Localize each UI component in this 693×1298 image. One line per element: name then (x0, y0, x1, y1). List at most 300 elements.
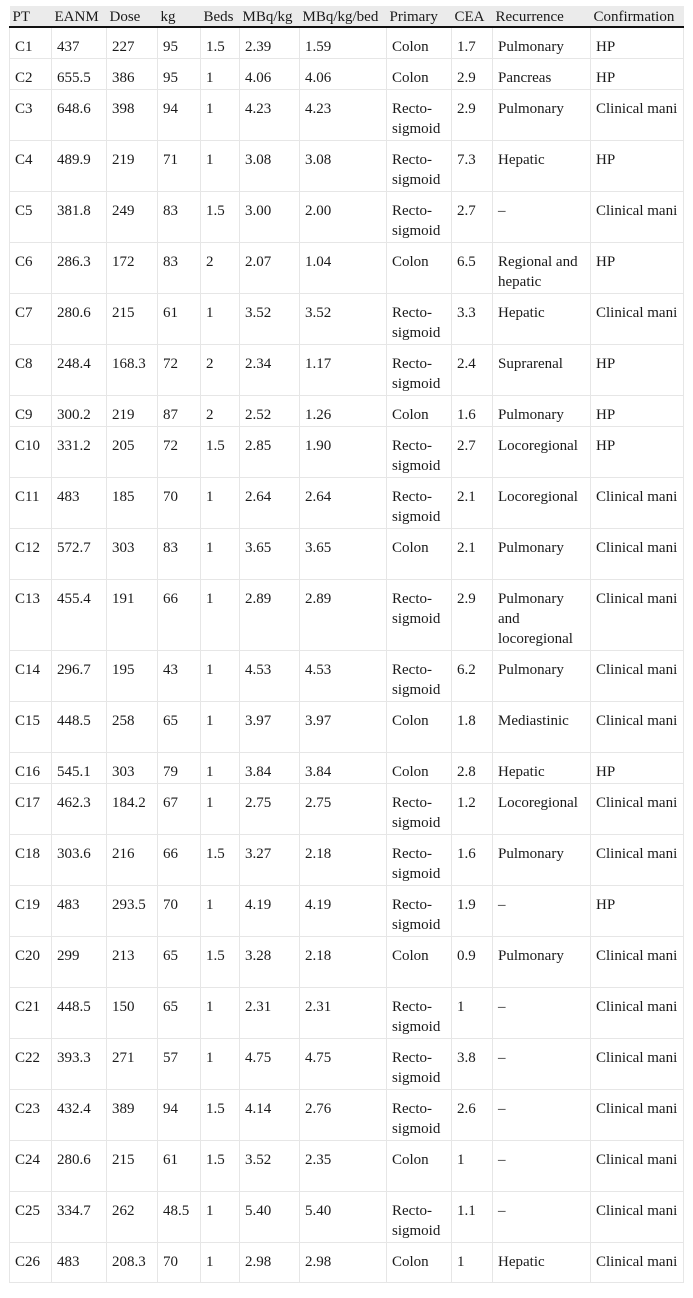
cell-primary: Recto-sigmoid (387, 579, 452, 650)
cell-mbq-kg-bed: 4.75 (300, 1038, 387, 1089)
cell-mbq-kg: 4.19 (240, 885, 300, 936)
cell-beds: 1 (201, 1242, 240, 1282)
cell-dose: 398 (107, 89, 158, 140)
cell-mbq-kg-bed: 4.23 (300, 89, 387, 140)
cell-pt: C14 (10, 650, 52, 701)
header-beds: Beds (201, 6, 240, 27)
cell-cea: 3.3 (452, 293, 493, 344)
cell-cea: 7.3 (452, 140, 493, 191)
cell-mbq-kg: 3.27 (240, 834, 300, 885)
cell-eanm: 483 (52, 477, 107, 528)
cell-mbq-kg-bed: 3.65 (300, 528, 387, 579)
cell-kg: 72 (158, 426, 201, 477)
cell-mbq-kg: 2.07 (240, 242, 300, 293)
cell-dose: 184.2 (107, 783, 158, 834)
cell-confirmation: Clinical mani (591, 1191, 684, 1242)
cell-primary: Recto-sigmoid (387, 293, 452, 344)
cell-beds: 1.5 (201, 191, 240, 242)
cell-cea: 3.8 (452, 1038, 493, 1089)
cell-kg: 67 (158, 783, 201, 834)
cell-cea: 0.9 (452, 936, 493, 987)
cell-beds: 1 (201, 885, 240, 936)
cell-eanm: 489.9 (52, 140, 107, 191)
table-row (10, 1191, 684, 1242)
cell-pt: C20 (10, 936, 52, 987)
cell-confirmation: Clinical mani (591, 650, 684, 701)
cell-cea: 1.2 (452, 783, 493, 834)
cell-recurrence: – (493, 1140, 591, 1191)
cell-pt: C1 (10, 27, 52, 58)
cell-confirmation: Clinical mani (591, 783, 684, 834)
cell-mbq-kg: 3.52 (240, 293, 300, 344)
cell-kg: 83 (158, 528, 201, 579)
table-row (10, 579, 684, 650)
cell-eanm: 455.4 (52, 579, 107, 650)
cell-mbq-kg: 4.53 (240, 650, 300, 701)
cell-confirmation: HP (591, 140, 684, 191)
cell-eanm: 572.7 (52, 528, 107, 579)
header-confirmation: Confirmation (591, 6, 684, 27)
table-row (10, 242, 684, 293)
cell-recurrence: – (493, 1089, 591, 1140)
cell-mbq-kg-bed: 2.00 (300, 191, 387, 242)
cell-cea: 6.5 (452, 242, 493, 293)
cell-cea: 1.8 (452, 701, 493, 752)
cell-confirmation: Clinical mani (591, 834, 684, 885)
cell-eanm: 393.3 (52, 1038, 107, 1089)
cell-confirmation: Clinical mani (591, 1038, 684, 1089)
cell-dose: 195 (107, 650, 158, 701)
cell-pt: C17 (10, 783, 52, 834)
cell-mbq-kg: 2.64 (240, 477, 300, 528)
cell-beds: 2 (201, 395, 240, 426)
cell-dose: 303 (107, 528, 158, 579)
cell-eanm: 483 (52, 885, 107, 936)
cell-confirmation: Clinical mani (591, 1242, 684, 1282)
cell-confirmation: Clinical mani (591, 936, 684, 987)
cell-mbq-kg-bed: 4.19 (300, 885, 387, 936)
cell-mbq-kg-bed: 2.75 (300, 783, 387, 834)
cell-pt: C3 (10, 89, 52, 140)
cell-pt: C2 (10, 58, 52, 89)
cell-confirmation: Clinical mani (591, 477, 684, 528)
cell-dose: 227 (107, 27, 158, 58)
cell-primary: Recto-sigmoid (387, 1089, 452, 1140)
cell-beds: 1 (201, 58, 240, 89)
cell-confirmation: HP (591, 242, 684, 293)
cell-beds: 1 (201, 140, 240, 191)
cell-recurrence: – (493, 1191, 591, 1242)
cell-mbq-kg: 3.97 (240, 701, 300, 752)
cell-mbq-kg: 2.98 (240, 1242, 300, 1282)
cell-kg: 71 (158, 140, 201, 191)
cell-kg: 87 (158, 395, 201, 426)
cell-cea: 2.7 (452, 426, 493, 477)
cell-mbq-kg-bed: 1.90 (300, 426, 387, 477)
cell-beds: 1 (201, 701, 240, 752)
cell-mbq-kg-bed: 4.53 (300, 650, 387, 701)
cell-kg: 72 (158, 344, 201, 395)
table-row (10, 752, 684, 783)
cell-eanm: 299 (52, 936, 107, 987)
cell-mbq-kg-bed: 3.08 (300, 140, 387, 191)
table-row (10, 885, 684, 936)
cell-eanm: 648.6 (52, 89, 107, 140)
cell-kg: 70 (158, 477, 201, 528)
cell-kg: 61 (158, 293, 201, 344)
cell-beds: 1 (201, 987, 240, 1038)
cell-mbq-kg: 2.85 (240, 426, 300, 477)
cell-kg: 43 (158, 650, 201, 701)
cell-beds: 1 (201, 650, 240, 701)
cell-dose: 293.5 (107, 885, 158, 936)
table-row (10, 58, 684, 89)
cell-confirmation: HP (591, 885, 684, 936)
cell-pt: C4 (10, 140, 52, 191)
table-row (10, 293, 684, 344)
cell-confirmation: Clinical mani (591, 701, 684, 752)
cell-dose: 262 (107, 1191, 158, 1242)
cell-recurrence: – (493, 191, 591, 242)
cell-recurrence: Suprarenal (493, 344, 591, 395)
cell-mbq-kg: 2.75 (240, 783, 300, 834)
cell-primary: Recto-sigmoid (387, 426, 452, 477)
cell-dose: 168.3 (107, 344, 158, 395)
table-row (10, 426, 684, 477)
cell-primary: Recto-sigmoid (387, 650, 452, 701)
cell-confirmation: HP (591, 426, 684, 477)
header-cea: CEA (452, 6, 493, 27)
cell-recurrence: Pulmonary and locoregional (493, 579, 591, 650)
cell-dose: 389 (107, 1089, 158, 1140)
cell-primary: Colon (387, 242, 452, 293)
cell-beds: 1.5 (201, 936, 240, 987)
cell-recurrence: – (493, 987, 591, 1038)
cell-cea: 2.9 (452, 89, 493, 140)
cell-beds: 1 (201, 783, 240, 834)
cell-recurrence: – (493, 1038, 591, 1089)
cell-eanm: 545.1 (52, 752, 107, 783)
cell-confirmation: Clinical mani (591, 1140, 684, 1191)
cell-mbq-kg: 3.84 (240, 752, 300, 783)
cell-beds: 1.5 (201, 426, 240, 477)
cell-confirmation: HP (591, 395, 684, 426)
cell-cea: 2.9 (452, 58, 493, 89)
cell-eanm: 381.8 (52, 191, 107, 242)
cell-pt: C22 (10, 1038, 52, 1089)
cell-dose: 249 (107, 191, 158, 242)
cell-confirmation: Clinical mani (591, 89, 684, 140)
table-row (10, 1089, 684, 1140)
cell-eanm: 331.2 (52, 426, 107, 477)
cell-eanm: 448.5 (52, 701, 107, 752)
cell-cea: 1.9 (452, 885, 493, 936)
cell-beds: 1 (201, 293, 240, 344)
cell-kg: 70 (158, 1242, 201, 1282)
cell-beds: 1 (201, 477, 240, 528)
table-row (10, 701, 684, 752)
cell-pt: C16 (10, 752, 52, 783)
cell-recurrence: Hepatic (493, 293, 591, 344)
table-row (10, 1140, 684, 1191)
cell-dose: 185 (107, 477, 158, 528)
table-row (10, 834, 684, 885)
table-row (10, 89, 684, 140)
table-row (10, 528, 684, 579)
cell-primary: Recto-sigmoid (387, 140, 452, 191)
cell-pt: C23 (10, 1089, 52, 1140)
cell-cea: 2.7 (452, 191, 493, 242)
cell-primary: Colon (387, 528, 452, 579)
cell-pt: C25 (10, 1191, 52, 1242)
cell-pt: C11 (10, 477, 52, 528)
cell-cea: 2.8 (452, 752, 493, 783)
cell-mbq-kg-bed: 2.35 (300, 1140, 387, 1191)
cell-recurrence: Hepatic (493, 752, 591, 783)
cell-primary: Recto-sigmoid (387, 344, 452, 395)
cell-eanm: 280.6 (52, 293, 107, 344)
header-pt: PT (10, 6, 52, 27)
cell-mbq-kg-bed: 1.04 (300, 242, 387, 293)
cell-cea: 1.6 (452, 395, 493, 426)
cell-kg: 65 (158, 987, 201, 1038)
cell-recurrence: Pancreas (493, 58, 591, 89)
patient-dosimetry-table (9, 6, 684, 1283)
cell-kg: 57 (158, 1038, 201, 1089)
cell-beds: 1.5 (201, 27, 240, 58)
cell-beds: 1.5 (201, 1089, 240, 1140)
cell-beds: 1 (201, 579, 240, 650)
table-row (10, 140, 684, 191)
cell-pt: C9 (10, 395, 52, 426)
table-row (10, 783, 684, 834)
cell-pt: C10 (10, 426, 52, 477)
cell-cea: 2.1 (452, 528, 493, 579)
cell-mbq-kg-bed: 4.06 (300, 58, 387, 89)
cell-mbq-kg: 2.31 (240, 987, 300, 1038)
cell-primary: Colon (387, 395, 452, 426)
cell-pt: C13 (10, 579, 52, 650)
cell-recurrence: Pulmonary (493, 936, 591, 987)
cell-pt: C24 (10, 1140, 52, 1191)
cell-recurrence: – (493, 885, 591, 936)
cell-primary: Recto-sigmoid (387, 1191, 452, 1242)
cell-mbq-kg-bed: 2.89 (300, 579, 387, 650)
cell-confirmation: Clinical mani (591, 191, 684, 242)
cell-kg: 94 (158, 89, 201, 140)
cell-mbq-kg-bed: 2.64 (300, 477, 387, 528)
cell-recurrence: Hepatic (493, 140, 591, 191)
cell-dose: 150 (107, 987, 158, 1038)
cell-mbq-kg: 3.52 (240, 1140, 300, 1191)
cell-kg: 48.5 (158, 1191, 201, 1242)
table-row (10, 936, 684, 987)
cell-dose: 219 (107, 395, 158, 426)
table-body (10, 27, 684, 1282)
cell-pt: C8 (10, 344, 52, 395)
cell-dose: 219 (107, 140, 158, 191)
cell-beds: 2 (201, 242, 240, 293)
cell-mbq-kg: 5.40 (240, 1191, 300, 1242)
cell-recurrence: Mediastinic (493, 701, 591, 752)
cell-eanm: 655.5 (52, 58, 107, 89)
cell-cea: 1.1 (452, 1191, 493, 1242)
cell-mbq-kg: 3.65 (240, 528, 300, 579)
cell-beds: 1 (201, 1038, 240, 1089)
cell-beds: 1 (201, 1191, 240, 1242)
cell-eanm: 296.7 (52, 650, 107, 701)
cell-recurrence: Locoregional (493, 783, 591, 834)
cell-primary: Recto-sigmoid (387, 834, 452, 885)
cell-primary: Recto-sigmoid (387, 987, 452, 1038)
cell-dose: 258 (107, 701, 158, 752)
cell-primary: Recto-sigmoid (387, 191, 452, 242)
cell-kg: 65 (158, 936, 201, 987)
cell-eanm: 248.4 (52, 344, 107, 395)
table-row (10, 650, 684, 701)
cell-cea: 2.1 (452, 477, 493, 528)
cell-primary: Recto-sigmoid (387, 477, 452, 528)
table-row (10, 191, 684, 242)
cell-mbq-kg: 4.23 (240, 89, 300, 140)
cell-primary: Colon (387, 58, 452, 89)
cell-recurrence: Pulmonary (493, 834, 591, 885)
cell-pt: C18 (10, 834, 52, 885)
cell-primary: Recto-sigmoid (387, 885, 452, 936)
cell-pt: C12 (10, 528, 52, 579)
patient-dosimetry-table-container (9, 6, 683, 1283)
cell-eanm: 334.7 (52, 1191, 107, 1242)
cell-primary: Colon (387, 1242, 452, 1282)
cell-mbq-kg-bed: 1.17 (300, 344, 387, 395)
cell-mbq-kg: 3.08 (240, 140, 300, 191)
cell-eanm: 462.3 (52, 783, 107, 834)
header-recurrence: Recurrence (493, 6, 591, 27)
cell-cea: 2.9 (452, 579, 493, 650)
table-row (10, 344, 684, 395)
cell-mbq-kg-bed: 2.31 (300, 987, 387, 1038)
cell-pt: C5 (10, 191, 52, 242)
cell-mbq-kg: 4.14 (240, 1089, 300, 1140)
cell-dose: 215 (107, 1140, 158, 1191)
cell-confirmation: HP (591, 752, 684, 783)
cell-mbq-kg-bed: 5.40 (300, 1191, 387, 1242)
cell-kg: 83 (158, 242, 201, 293)
cell-confirmation: Clinical mani (591, 1089, 684, 1140)
cell-pt: C15 (10, 701, 52, 752)
header-dose: Dose (107, 6, 158, 27)
cell-confirmation: Clinical mani (591, 579, 684, 650)
cell-primary: Colon (387, 1140, 452, 1191)
cell-dose: 205 (107, 426, 158, 477)
cell-eanm: 483 (52, 1242, 107, 1282)
cell-dose: 386 (107, 58, 158, 89)
table-header (10, 6, 684, 27)
cell-cea: 1 (452, 987, 493, 1038)
cell-dose: 271 (107, 1038, 158, 1089)
cell-mbq-kg-bed: 2.76 (300, 1089, 387, 1140)
cell-kg: 95 (158, 27, 201, 58)
cell-mbq-kg-bed: 2.98 (300, 1242, 387, 1282)
cell-dose: 216 (107, 834, 158, 885)
cell-primary: Recto-sigmoid (387, 1038, 452, 1089)
cell-confirmation: HP (591, 27, 684, 58)
cell-mbq-kg-bed: 1.26 (300, 395, 387, 426)
cell-dose: 208.3 (107, 1242, 158, 1282)
cell-mbq-kg-bed: 3.84 (300, 752, 387, 783)
cell-recurrence: Pulmonary (493, 395, 591, 426)
cell-eanm: 437 (52, 27, 107, 58)
cell-mbq-kg-bed: 2.18 (300, 834, 387, 885)
cell-recurrence: Locoregional (493, 477, 591, 528)
cell-mbq-kg: 3.00 (240, 191, 300, 242)
cell-pt: C6 (10, 242, 52, 293)
cell-primary: Colon (387, 936, 452, 987)
cell-recurrence: Pulmonary (493, 528, 591, 579)
cell-primary: Colon (387, 701, 452, 752)
cell-primary: Recto-sigmoid (387, 783, 452, 834)
cell-beds: 1 (201, 89, 240, 140)
cell-recurrence: Pulmonary (493, 27, 591, 58)
header-mbq-kg-bed: MBq/kg/bed (300, 6, 387, 27)
header-mbq-kg: MBq/kg (240, 6, 300, 27)
cell-kg: 79 (158, 752, 201, 783)
cell-mbq-kg-bed: 3.52 (300, 293, 387, 344)
table-row (10, 27, 684, 58)
cell-beds: 2 (201, 344, 240, 395)
cell-dose: 172 (107, 242, 158, 293)
cell-cea: 1.7 (452, 27, 493, 58)
cell-cea: 1.6 (452, 834, 493, 885)
cell-cea: 2.4 (452, 344, 493, 395)
cell-primary: Recto-sigmoid (387, 89, 452, 140)
cell-mbq-kg-bed: 2.18 (300, 936, 387, 987)
header-kg: kg (158, 6, 201, 27)
cell-pt: C21 (10, 987, 52, 1038)
cell-beds: 1.5 (201, 834, 240, 885)
cell-dose: 215 (107, 293, 158, 344)
cell-recurrence: Pulmonary (493, 89, 591, 140)
cell-beds: 1 (201, 528, 240, 579)
cell-primary: Colon (387, 752, 452, 783)
cell-pt: C26 (10, 1242, 52, 1282)
cell-pt: C7 (10, 293, 52, 344)
cell-kg: 66 (158, 834, 201, 885)
cell-kg: 83 (158, 191, 201, 242)
cell-mbq-kg: 3.28 (240, 936, 300, 987)
cell-confirmation: Clinical mani (591, 293, 684, 344)
table-row (10, 987, 684, 1038)
table-row (10, 1242, 684, 1282)
cell-cea: 6.2 (452, 650, 493, 701)
table-row (10, 395, 684, 426)
cell-eanm: 280.6 (52, 1140, 107, 1191)
cell-dose: 213 (107, 936, 158, 987)
cell-eanm: 448.5 (52, 987, 107, 1038)
cell-kg: 66 (158, 579, 201, 650)
cell-mbq-kg: 4.06 (240, 58, 300, 89)
cell-eanm: 303.6 (52, 834, 107, 885)
cell-mbq-kg-bed: 1.59 (300, 27, 387, 58)
header-row (10, 6, 684, 27)
cell-mbq-kg: 2.52 (240, 395, 300, 426)
cell-primary: Colon (387, 27, 452, 58)
header-eanm: EANM (52, 6, 107, 27)
cell-cea: 2.6 (452, 1089, 493, 1140)
cell-dose: 303 (107, 752, 158, 783)
cell-mbq-kg: 2.39 (240, 27, 300, 58)
cell-beds: 1 (201, 752, 240, 783)
